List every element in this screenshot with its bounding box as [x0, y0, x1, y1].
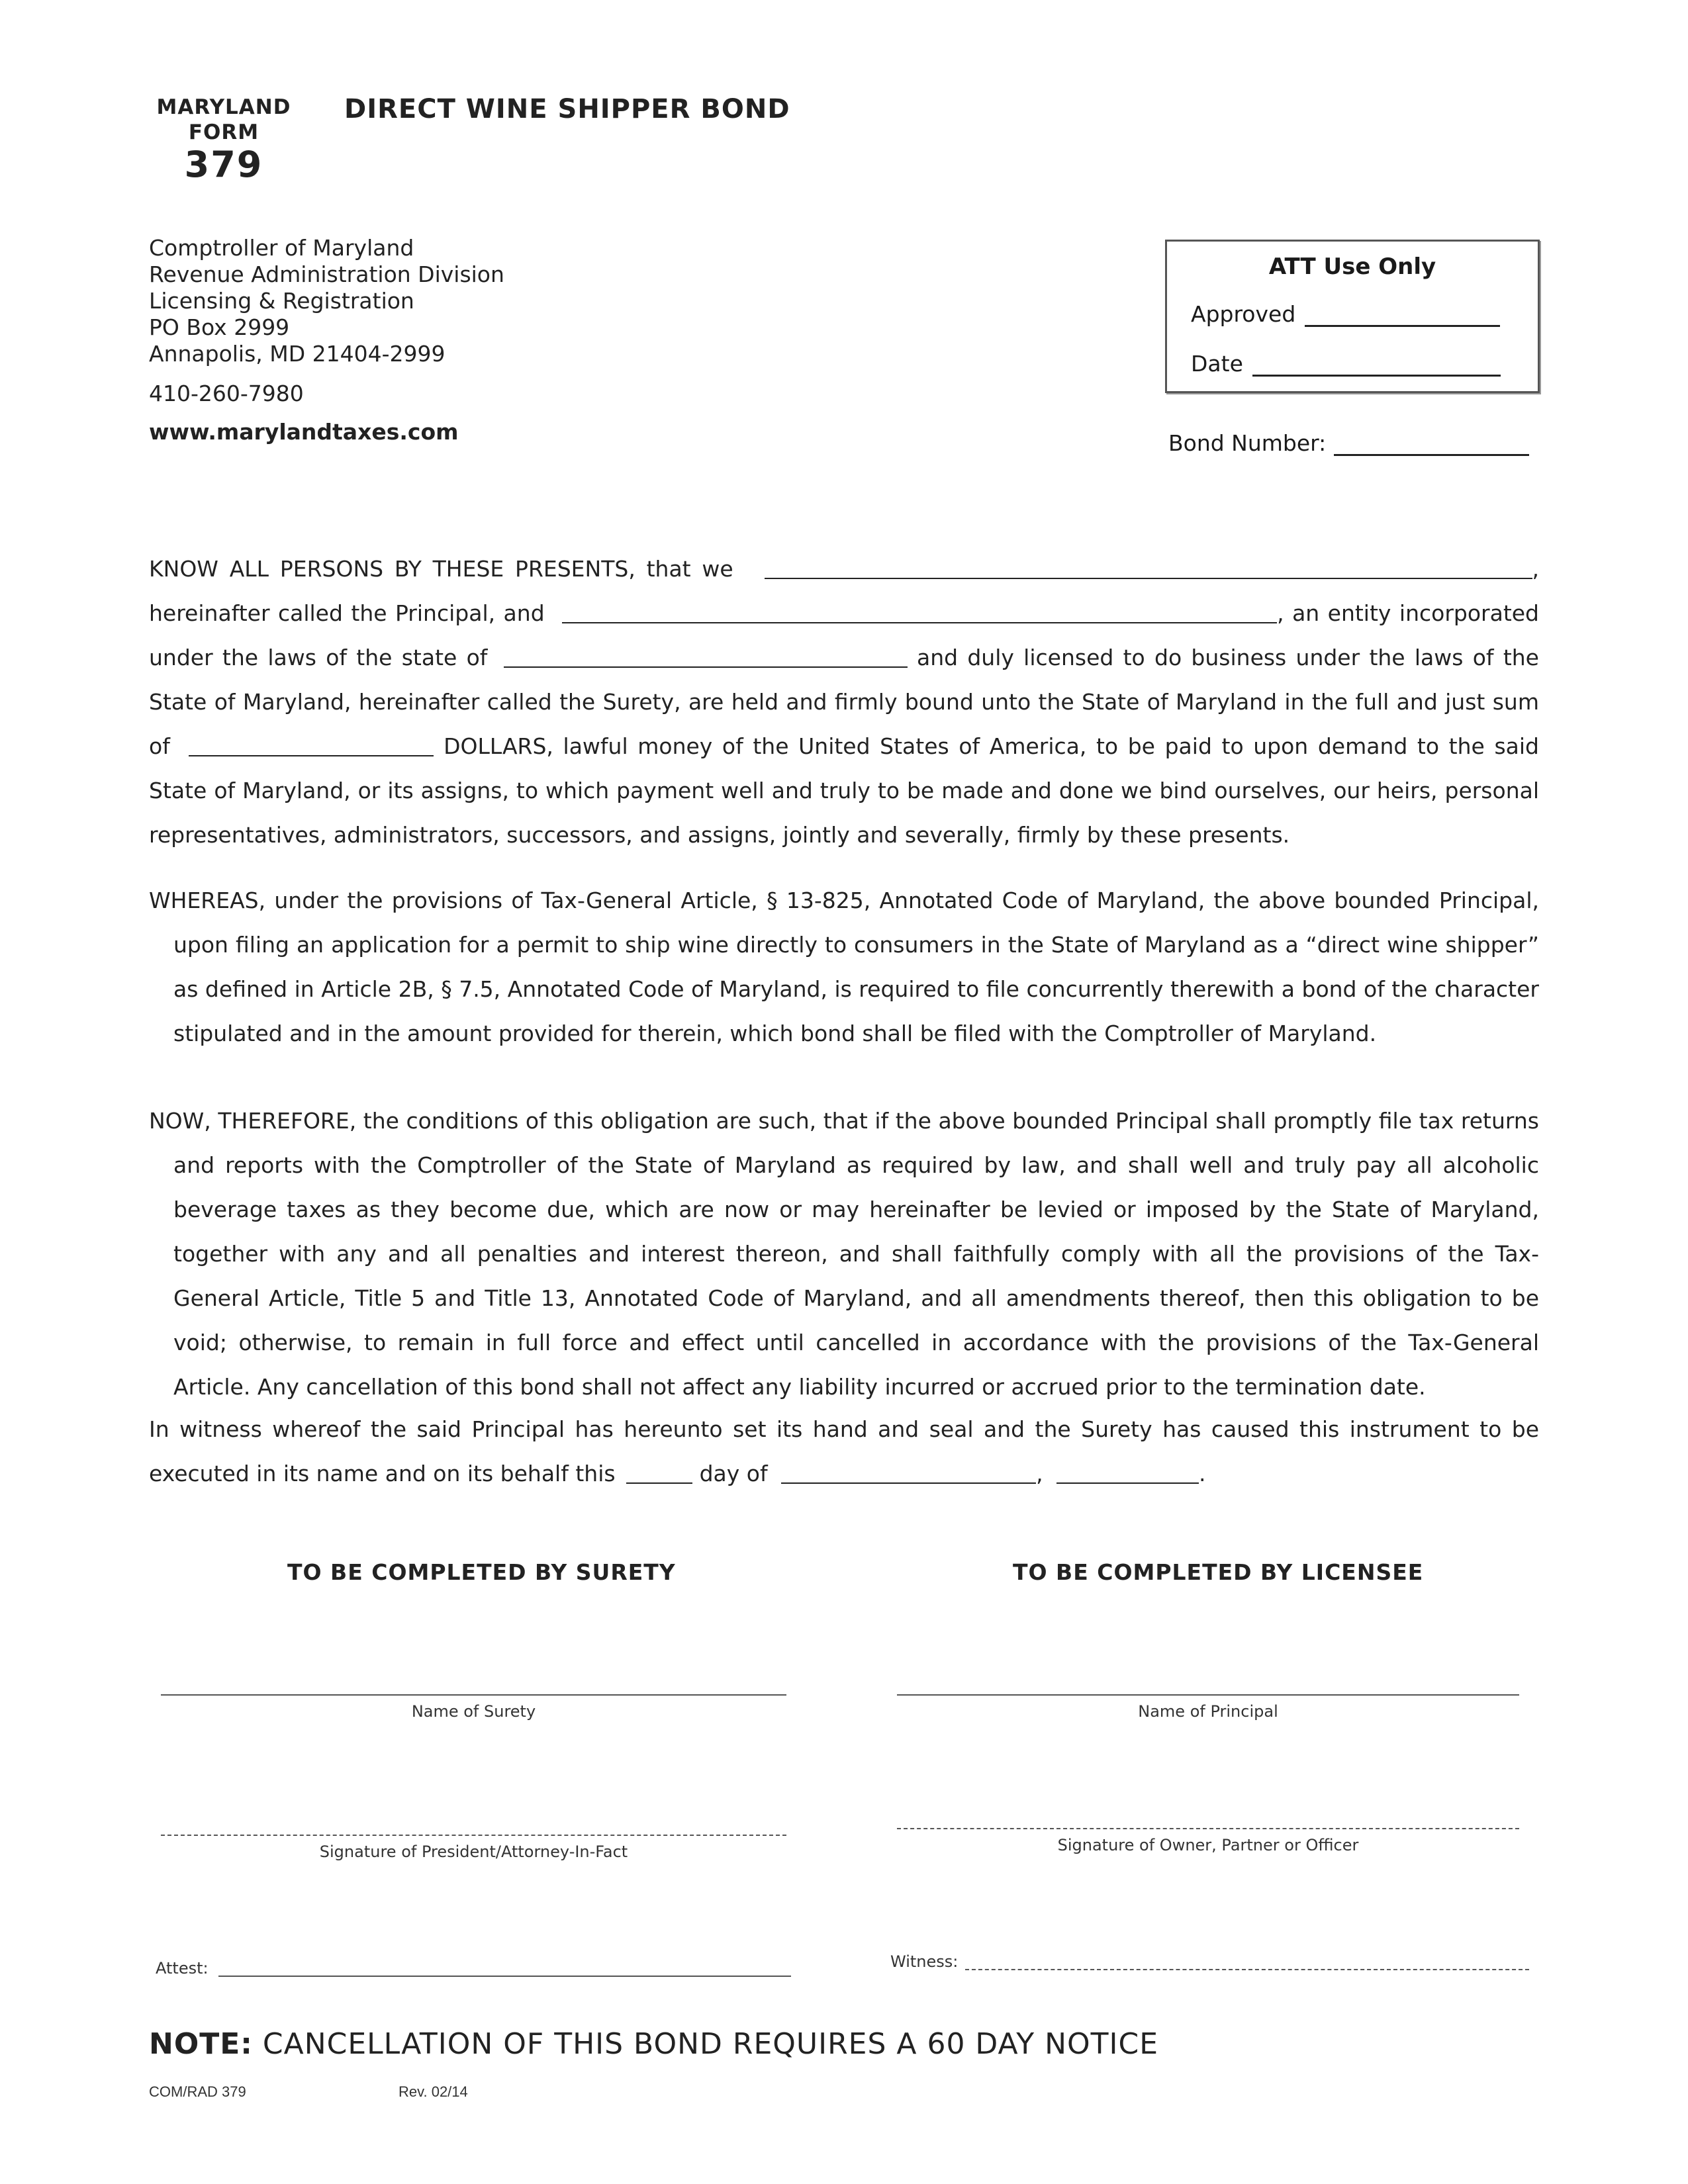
form-word: FORM — [188, 120, 259, 144]
p1-text-a: KNOW ALL PERSONS BY THESE PRESENTS, that we — [149, 556, 733, 582]
p1-text-e: and duly licensed to do business under the laws of the State of Maryland, hereinafter called the Surety, are held and firmly bound unto the State of Maryland in the full and just sum of — [149, 645, 1539, 759]
owner-signature-caption: Signature of Owner, Partner or Officer — [1057, 1836, 1359, 1854]
p1-text-d: under the laws of the state of — [149, 645, 488, 670]
approved-label: Approved — [1191, 301, 1296, 327]
phone-number: 410-260-7980 — [149, 381, 304, 406]
document-title: DIRECT WINE SHIPPER BOND — [344, 94, 790, 124]
witness-label: Witness: — [890, 1952, 959, 1971]
surety-name-field[interactable] — [562, 602, 1277, 623]
address-line: Revenue Administration Division — [149, 261, 504, 287]
note-text: CANCELLATION OF THIS BOND REQUIRES A 60 DAY NOTICE — [262, 2027, 1158, 2061]
p4-text-b: day of — [699, 1461, 768, 1486]
address-line: Comptroller of Maryland — [149, 235, 414, 261]
comptroller-address — [149, 235, 504, 367]
p1-text-b: hereinafter called the Principal, and — [149, 600, 545, 626]
att-box-heading: ATT Use Only — [1268, 253, 1436, 280]
approved-date-field[interactable] — [1252, 355, 1501, 377]
witness-line[interactable] — [965, 1969, 1529, 1970]
website-link[interactable]: www.marylandtaxes.com — [149, 419, 459, 445]
date-label: Date — [1191, 351, 1243, 377]
bond-amount-field[interactable] — [189, 735, 434, 756]
date-row — [1191, 351, 1501, 377]
bond-number-label: Bond Number: — [1168, 430, 1327, 456]
bond-number-row — [1168, 430, 1529, 456]
revision-date: Rev. 02/14 — [399, 2083, 468, 2100]
witness-year-field[interactable] — [1056, 1463, 1199, 1484]
state-of-incorporation-field[interactable] — [504, 647, 908, 668]
att-use-only-box — [1165, 240, 1540, 393]
attest-label: Attest: — [156, 1959, 209, 1978]
form-state: MARYLAND — [156, 95, 291, 119]
form-number: 379 — [184, 144, 263, 185]
surety-name-line[interactable] — [161, 1694, 786, 1696]
witness-month-field[interactable] — [781, 1463, 1036, 1484]
principal-name-field[interactable] — [765, 558, 1532, 579]
address-line: Annapolis, MD 21404-2999 — [149, 341, 445, 367]
surety-signature-caption: Signature of President/Attorney-In-Fact — [319, 1843, 628, 1861]
p1-text-c: an entity incorporated — [1292, 600, 1540, 626]
principal-name-line[interactable] — [897, 1694, 1519, 1696]
address-line: PO Box 2999 — [149, 314, 290, 340]
note-label: NOTE: — [149, 2027, 253, 2061]
attest-line[interactable] — [218, 1976, 791, 1977]
paragraph-in-witness: In witness whereof the said Principal has hereunto set its hand and seal and the Surety has caused this instrument to be executed in its name and on its behalf this day of , . — [149, 1416, 1539, 1486]
form-id-block — [151, 95, 297, 186]
paragraph-whereas: WHEREAS, under the provisions of Tax-General Article, § 13-825, Annotated Code of Maryland, the above bounded Principal, upon filing an application for a permit to ship wine directly to consumers in the State of Maryland as a “direct wine shipper” as defined in Article 2B, § 7.5, Annotated Code of Maryland, is required to file concurrently therewith a bond of the character stipulated and in the amount provided for therein, which bond shall be filed with the Comptroller of Maryland. — [149, 887, 1539, 1046]
surety-name-caption: Name of Surety — [411, 1702, 536, 1721]
approved-field[interactable] — [1305, 305, 1500, 327]
p4-text-a: In witness whereof the said Principal has hereunto set its hand and seal and the Surety has caused this instrument to be executed in its name and on its behalf this — [149, 1416, 1539, 1486]
surety-signature-line[interactable] — [161, 1835, 786, 1836]
bond-number-field[interactable] — [1334, 434, 1529, 456]
p1-text-f: DOLLARS, lawful money of the United States of America, to be paid to upon demand to the said State of Maryland, or its assigns, to which payment well and truly to be made and done we bind ourselves, our heirs, personal representatives, administrators, successors, and assigns, jointly and severally, firmly by these presents. — [149, 733, 1539, 848]
paragraph-know-all-persons: KNOW ALL PERSONS BY THESE PRESENTS, that we , hereinafter called the Principal, and , an entity incorporated under the laws of the state of and duly licensed to do business under the laws of the State of Maryland, hereinafter called the Surety, are held and firmly bound unto the State of Maryland in the full and just sum of DOLLARS, lawful money of the United States of America, to be paid to upon demand to the said State of Maryland, or its assigns, to which payment well and truly to be made and done we bind ourselves, our heirs, personal representatives, administrators, successors, and assigns, jointly and severally, firmly by these presents. — [149, 556, 1540, 848]
address-line: Licensing & Registration — [149, 288, 414, 314]
approved-row — [1191, 301, 1500, 327]
witness-day-field[interactable] — [626, 1463, 692, 1484]
principal-name-caption: Name of Principal — [1138, 1702, 1278, 1721]
surety-section-heading: TO BE COMPLETED BY SURETY — [287, 1559, 676, 1585]
licensee-section-heading: TO BE COMPLETED BY LICENSEE — [1013, 1559, 1424, 1585]
paragraph-now-therefore: NOW, THEREFORE, the conditions of this obligation are such, that if the above bounded Principal shall promptly file tax returns and reports with the Comptroller of the State of Maryland as required by law, and shall well and truly pay all alcoholic beverage taxes as they become due, which are now or may hereinafter be levied or imposed by the State of Maryland, together with any and all penalties and interest thereon, and shall faithfully comply with all the provisions of the Tax-General Article, Title 5 and Title 13, Annotated Code of Maryland, and all amendments thereof, then this obligation to be void; otherwise, to remain in full force and effect until cancelled in accordance with the provisions of the Tax-General Article. Any cancellation of this bond shall not affect any liability incurred or accrued prior to the termination date. — [149, 1108, 1539, 1400]
owner-signature-line[interactable] — [897, 1828, 1519, 1829]
form-code: COM/RAD 379 — [149, 2083, 246, 2100]
cancellation-note — [149, 2027, 1158, 2061]
